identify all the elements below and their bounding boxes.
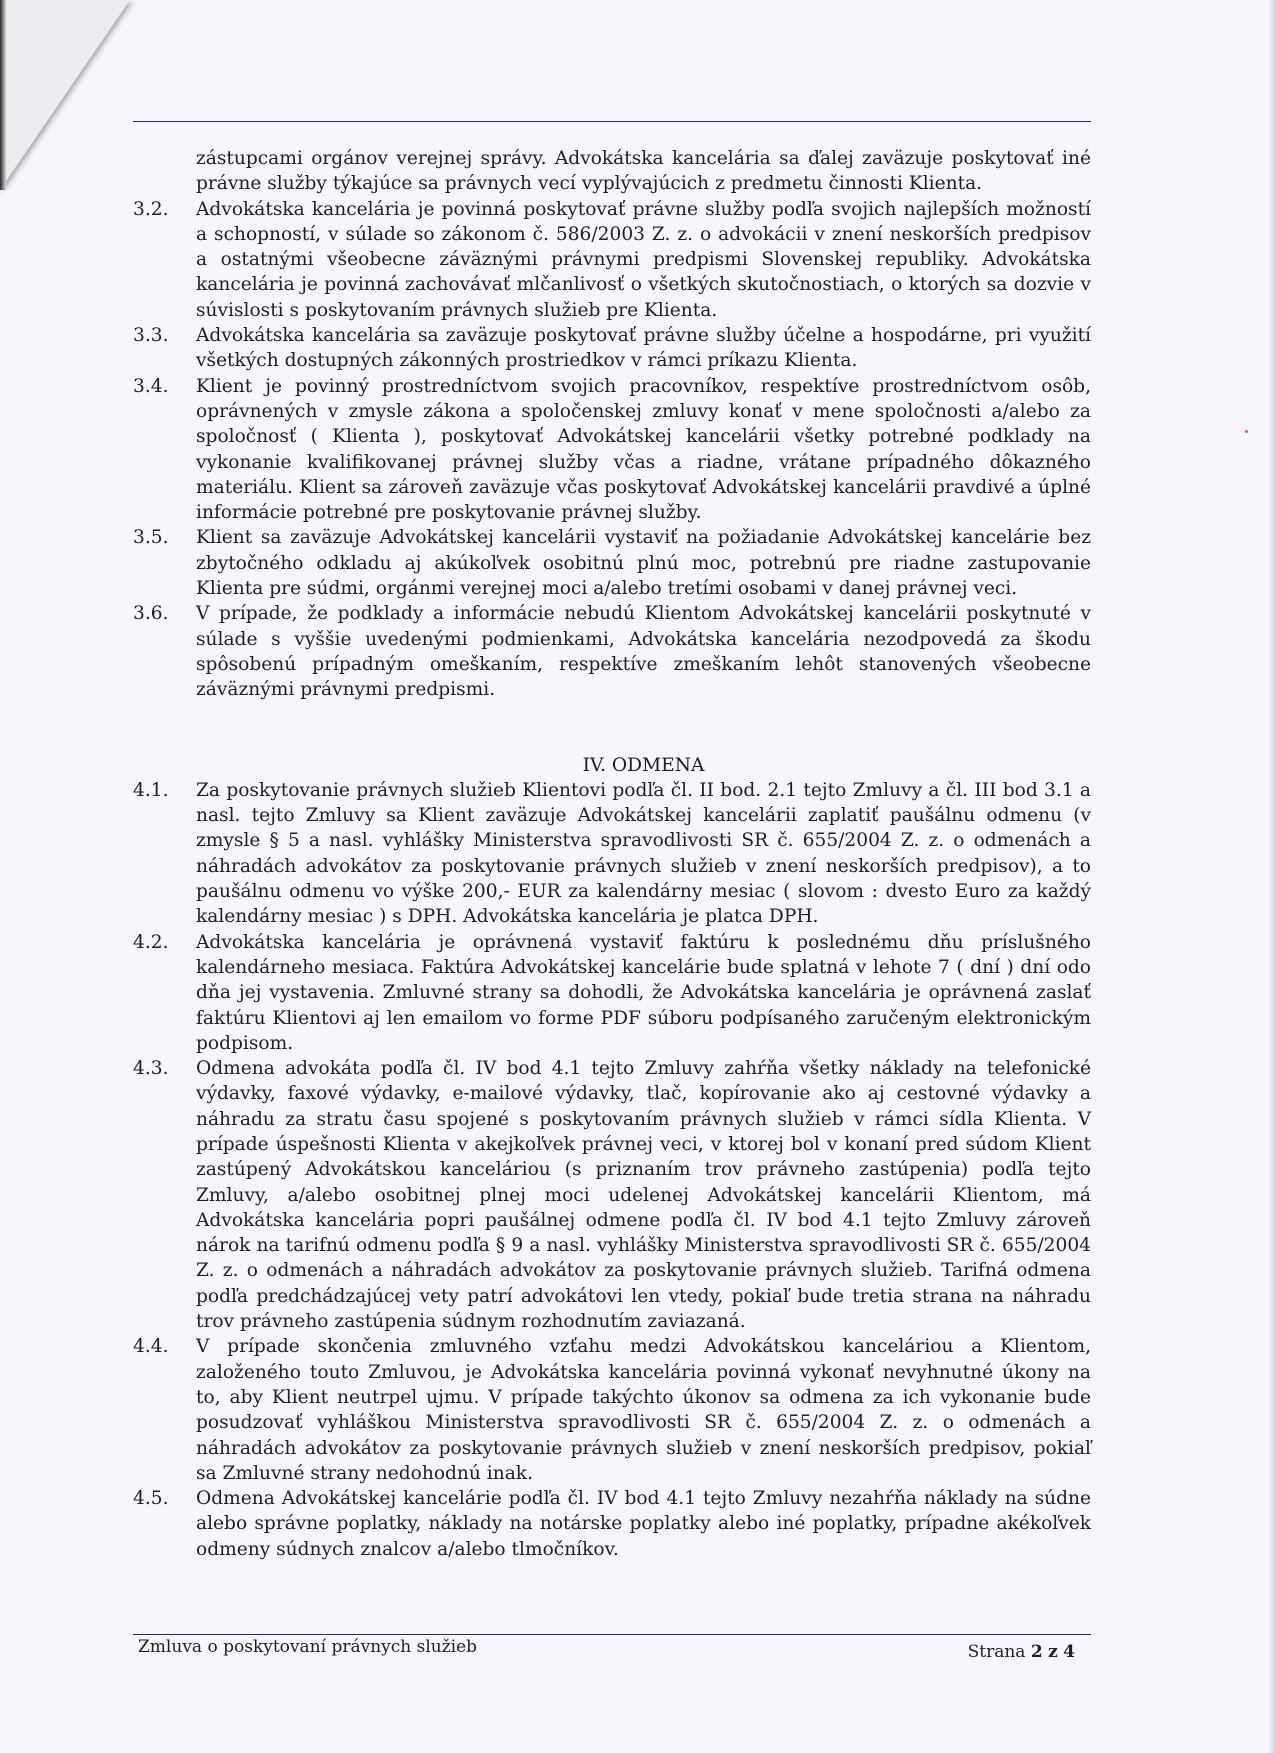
section3-intro-continuation: [133, 146, 1091, 197]
clause-text: V prípade, že podklady a informácie nebudú Klientom Advokátskej kancelárii poskytnuté v súlade s vyššie uvedenými podmienkami, Advokátska kancelária nezodpovedá za škodu spôsobenú prípadným omeškaním, respektíve zmeškaním lehôt stanovených všeobecne záväznými právnymi predpismi.: [196, 603, 1091, 701]
footer-rule: [133, 1634, 1091, 1635]
clause-3-6: [133, 601, 1091, 702]
clause-number: 3.5.: [133, 527, 169, 549]
clause-4-5: [133, 1486, 1091, 1562]
clause-number: 4.3.: [133, 1058, 169, 1080]
clause-4-3: [133, 1056, 1091, 1334]
clause-text: Advokátska kancelária sa zaväzuje poskytovať právne služby účelne a hospodárne, pri využití všetkých dostupných zákonných prostriedkov v rámci príkazu Klienta.: [196, 325, 1091, 372]
clause-text: Odmena Advokátskej kancelárie podľa čl. IV bod 4.1 tejto Zmluvy nezahŕňa náklady na súdne alebo správne poplatky, náklady na notárske poplatky alebo iné poplatky, prípadne akékoľvek odmeny súdnych znalcov a/alebo tlmočníkov.: [196, 1488, 1091, 1560]
page-current: 2: [1030, 1642, 1043, 1662]
header-rule: [133, 121, 1091, 122]
clause-3-5: [133, 525, 1091, 601]
clause-number: 3.3.: [133, 325, 169, 347]
clause-4-2: [133, 930, 1091, 1056]
scan-right-edge: [1269, 0, 1275, 1753]
clause-number: 4.4.: [133, 1336, 169, 1358]
clause-number: 4.1.: [133, 779, 169, 801]
clause-text: Klient je povinný prostredníctvom svojich pracovníkov, respektíve prostredníctvom osôb, oprávnených v zmysle zákona a spoločenskej zmluvy konať v mene spoločnosti a/alebo za spoločnosť ( Klienta ), poskytovať Advokátskej kancelárii všetky potrebné podklady na vykonanie kvalifikovanej právnej služby včas a riadne, vrátane prípadného dôkazného materiálu. Klient sa zároveň zaväzuje včas poskytovať Advokátskej kancelárii pravdivé a úplné informácie potrebné pre poskytovanie právnej služby.: [196, 375, 1091, 524]
page-prefix: Strana: [967, 1642, 1026, 1662]
clause-number: 3.4.: [133, 375, 169, 397]
clause-text: Klient sa zaväzuje Advokátskej kancelárii vystaviť na požiadanie Advokátskej kancelárie bez zbytočného odkladu aj akúkoľvek osobitnú plnú moc, potrebnú pre riadne zastupovanie Klienta pre súdmi, orgánmi verejnej moci a/alebo tretími osobami v danej právnej veci.: [196, 527, 1091, 600]
clause-text: V prípade skončenia zmluvného vzťahu medzi Advokátskou kanceláriou a Klientom, založeného touto Zmluvou, je Advokátska kancelária povinná vykonať nevyhnutné úkony na to, aby Klient neutrpel ujmu. V prípade takýchto úkonov sa odmena za ich vykonanie bude posudzovať vyhláškou Ministerstva spravodlivosti SR č. 655/2004 Z. z. o odmenách a náhradách advokátov za poskytovanie právnych služieb v znení neskorších predpisov, pokiaľ sa Zmluvné strany nedohodnú inak.: [196, 1336, 1091, 1484]
scan-speck: [1245, 430, 1248, 433]
clause-number: 3.6.: [133, 603, 169, 625]
clause-number: 3.2.: [133, 198, 169, 220]
page-separator: z: [1048, 1642, 1058, 1662]
clause-number: 4.5.: [133, 1488, 169, 1510]
clause-3-3: [133, 323, 1091, 374]
page-corner-fold: [0, 0, 130, 190]
clause-4-1: [133, 778, 1091, 930]
clause-3-2: [133, 197, 1091, 323]
page-total: 4: [1063, 1642, 1075, 1662]
footer-document-title: Zmluva o poskytovaní právnych služieb: [138, 1637, 478, 1657]
document-body: [133, 146, 1091, 1562]
clause-text: Advokátska kancelária je povinná poskytovať právne služby podľa svojich najlepších možností a schopností, v súlade so zákonom č. 586/2003 Z. z. o advokácii v znení neskorších predpisov a ostatnými všeobecne záväznými právnymi predpismi Slovenskej republiky. Advokátska kancelária je povinná zachovávať mlčanlivosť o všetkých skutočnostiach, o ktorých sa dozvie v súvislosti s poskytovaním právnych služieb pre Klienta.: [196, 198, 1091, 321]
clause-text: Advokátska kancelária je oprávnená vystaviť faktúru k poslednému dňu príslušného kalendárneho mesiaca. Faktúra Advokátskej kancelárie bude splatná v lehote 7 ( dní ) dní odo dňa jej vystavenia. Zmluvné strany sa dohodli, že Advokátska kancelária je oprávnená zaslať faktúru Klientovi aj len emailom vo forme PDF súboru podpísaného zaručeným elektronickým podpisom.: [196, 931, 1091, 1054]
clause-number: 4.2.: [133, 931, 169, 953]
clause-text: Za poskytovanie právnych služieb Klientovi podľa čl. II bod. 2.1 tejto Zmluvy a čl. III bod 3.1 a nasl. tejto Zmluvy sa Klient zaväzuje Advokátskej kancelárii zaplatiť paušálnu odmenu (v zmysle § 5 a nasl. vyhlášky Ministerstva spravodlivosti SR č. 655/2004 Z. z. o odmenách a náhradách advokátov za poskytovanie právnych služieb v znení neskorších predpisov), a to paušálnu odmenu vo výške 200,- EUR za kalendárny mesiac ( slovom : dvesto Euro za každý kalendárny mesiac ) s DPH. Advokátska kancelária je platca DPH.: [196, 779, 1091, 928]
section-heading-odmena: IV. ODMENA: [582, 754, 705, 776]
scan-edge-shadow: [0, 0, 6, 190]
clause-3-4: [133, 374, 1091, 526]
clause-text: Odmena advokáta podľa čl. IV bod 4.1 tejto Zmluvy zahŕňa všetky náklady na telefonické výdavky, faxové výdavky, e-mailové výdavky, tlač, kopírovanie ako aj cestovné výdavky a náhradu za stratu času spojené s poskytovaním právnych služieb v rámci sídla Klienta. V prípade úspešnosti Klienta v akejkoľvek právnej veci, v ktorej bol v konaní pred súdom Klient zastúpený Advokátskou kanceláriou (s priznaním trov právneho zastúpenia) podľa tejto Zmluvy, a/alebo osobitnej plnej moci udelenej Advokátskej kancelárii Klientom, má Advokátska kancelária popri paušálnej odmene podľa čl. IV bod 4.1 tejto Zmluvy zároveň nárok na tarifnú odmenu podľa § 9 a nasl. vyhlášky Ministerstva spravodlivosti SR č. 655/2004 Z. z. o odmenách a náhradách advokátov za poskytovanie právnych služieb. Tarifná odmena podľa predchádzajúcej vety patrí advokátovi len vtedy, pokiaľ bude tretia strana na náhradu trov právneho zastúpenia súdnym rozhodnutím zaviazaná.: [196, 1058, 1091, 1333]
page-number: [968, 1642, 1075, 1662]
paragraph-text: zástupcami orgánov verejnej správy. Advokátska kancelária sa ďalej zaväzuje poskytovať iné právne služby týkajúce sa právnych vecí vyplývajúcich z predmetu činnosti Klienta.: [196, 148, 1091, 195]
clause-4-4: [133, 1334, 1091, 1486]
